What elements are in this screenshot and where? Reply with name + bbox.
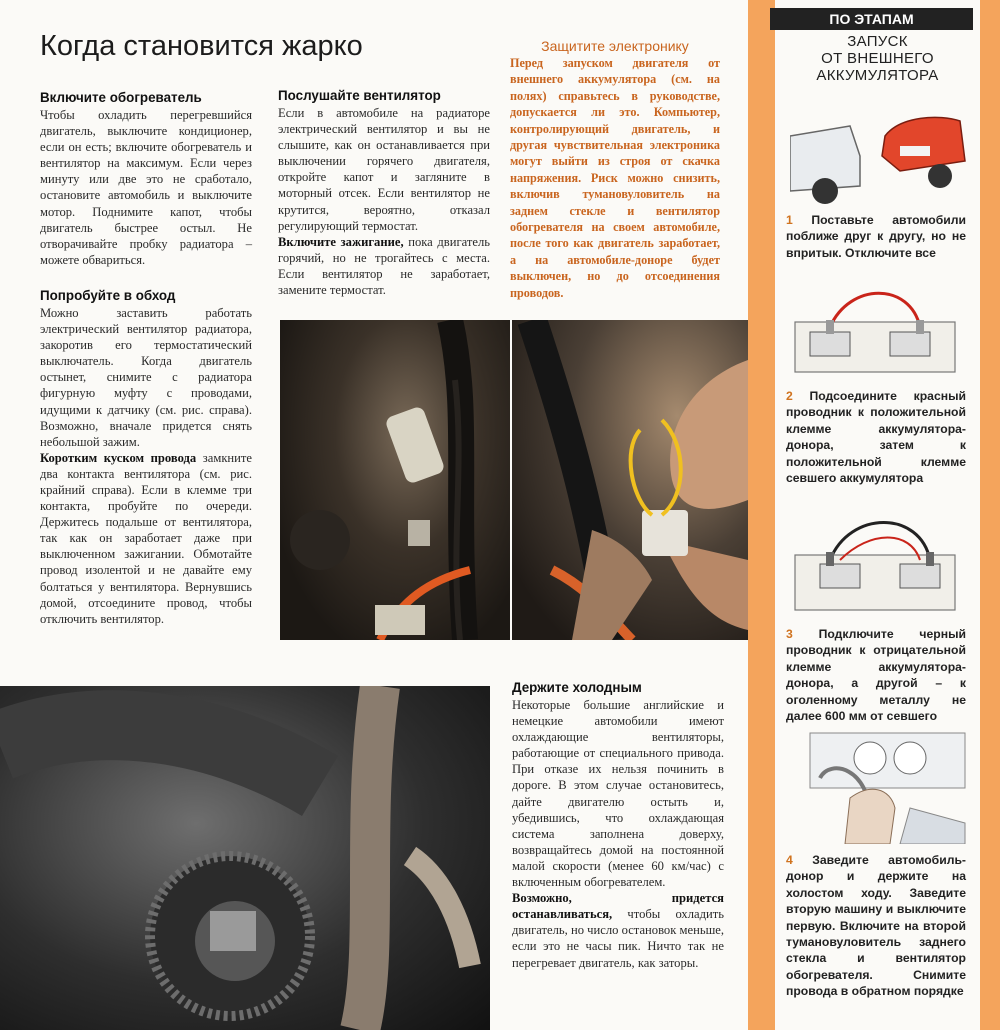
text-short-wire <box>40 450 252 627</box>
sidebar-title-line-3: АККУМУЛЯТОРА <box>816 67 939 84</box>
heading-heater: Включите обогреватель <box>40 90 202 105</box>
photo-fan-connector-drawing <box>280 320 510 640</box>
step-4 <box>786 852 966 1000</box>
heading-electronics: Защитите электронику <box>541 38 689 54</box>
illustration-red-cable <box>790 282 970 382</box>
text-electronics: Перед запуском двигателя от внешнего аккумулятора (см. на полях) справьтесь в руководстве, допускается ли это. Компьютер, контролирующий двигатель, и другая чувствительная электроника могут выйти из строя от скачка напряжения. Риск можно снизить, включив тумановуловитель на заднем стекле и вентилятор обогревателя на своем автомобиле, после того как двигатель заработает, а на автомобиле-доноре будет выключен, но до отсоединения проводов. <box>510 56 720 300</box>
sidebar-title-line-2: ОТ ВНЕШНЕГО <box>821 50 934 67</box>
illustration-cars <box>790 96 970 206</box>
lead-short-wire: Коротким куском провода <box>40 450 197 465</box>
lead-ignition: Включите зажигание, <box>278 234 404 249</box>
text-heater: Чтобы охладить перегревшийся двигатель, выключите кондиционер, если он есть; включите обогреватель и вентилятор на максимум. Если через минуту или две это не сработало, остановите автомобиль и выключите мотор. Поднимите капот, чтобы двигатель быстрее остыл. Не отворачивайте пробку радиатора – можете обвариться. <box>40 108 252 267</box>
illustration-dashboard <box>790 728 970 844</box>
text-ignition-body: пока двигатель горячий, но не трогайтесь с места. Если вентилятор не заработает, замените термостат. <box>278 234 490 298</box>
text-bypass: Можно заставить работать электрический вентилятор радиатора, закоротив его термостатический выключатель. Когда двигатель остынет, снимите с радиатора фигурную муфту с проводами, идущими к датчику (см. рис. справа). Возможно, вначале придется снять небольшой зажим. <box>40 305 252 449</box>
text-keep-cool: Некоторые большие английские и немецкие автомобили имеют охлаждающие вентиляторы, работающие от специального привода. При отказе их нельзя починить в дороге. В этом случае остановитесь, дайте двигателю остыть и, убедившись, что охлаждающая система заполнена доверху, возвращайтесь домой на постоянной малой скорости (менее 60 км/час) с включенным обогревателем. <box>512 698 724 890</box>
column-electronics <box>510 38 720 301</box>
step-3-text: Подключите черный проводник к отрицательной клемме аккумулятора-донора, а другой – к оголенному металлу не далее 600 мм от севшего <box>786 627 966 724</box>
step-1-text: Поставьте автомобили поближе друг к другу, но не впритык. Отключите все <box>786 213 966 260</box>
heading-bypass: Попробуйте в обход <box>40 287 176 303</box>
illustration-black-cable <box>790 500 970 618</box>
text-short-wire-body: замкните два контакта вентилятора (см. рис. крайний справа). Если в клемме три контакта, пробуйте по очереди. Держитесь подальше от вентилятора, так как он заработает даже при выключенном зажигании. Обмотайте провод изолентой и не давайте ему болтаться у вентилятора. Вернувшись домой, отсоедините провод, чтобы отключить вентилятор. <box>40 450 253 626</box>
column-2 <box>278 88 490 298</box>
step-2 <box>786 388 966 486</box>
step-4-number: 4 <box>786 853 793 867</box>
step-by-step-badge: ПО ЭТАПАМ <box>770 8 973 30</box>
heading-listen-fan: Послушайте вентилятор <box>278 88 441 103</box>
photo-viscous-fan <box>0 686 490 1030</box>
photo-wire-bridge-drawing <box>512 320 748 640</box>
text-stops-body: чтобы охладить двигатель, но число остановок меньше, если это не часы пик. Ничто так не перегревает двигатель, как заторы. <box>512 907 724 970</box>
step-2-text: Подсоедините красный проводник к положительной клемме аккумулятора-донора, затем к положительной клемме севшего аккумулятора <box>786 389 966 486</box>
step-2-number: 2 <box>786 389 793 403</box>
lead-stops: Возможно, придется останавливаться, <box>512 891 724 922</box>
sidebar-title-line-1: ЗАПУСК <box>847 33 908 50</box>
step-4-text: Заведите автомобиль-донор и держите на холостом ходу. Заведите вторую машину и выключите первую. Включите на второй тумановуловитель заднего стекла и вентилятор обогревателя. Снимите провода в обратном порядке <box>786 853 966 999</box>
photo-fan-connector <box>280 320 510 640</box>
sidebar-title <box>775 33 980 84</box>
column-4 <box>512 680 724 971</box>
heading-keep-cool: Держите холодным <box>512 680 642 695</box>
page-title: Когда становится жарко <box>40 30 363 62</box>
photo-viscous-fan-drawing <box>0 686 490 1030</box>
step-3-number: 3 <box>786 627 793 641</box>
photo-wire-bridge <box>512 320 748 640</box>
step-3 <box>786 626 966 724</box>
text-listen-fan: Если в автомобиле на радиаторе электрический вентилятор и вы не слышите, как он останавливается при выключении горячего двигателя, откройте капот и загляните в моторный отсек. Если вентилятор не крутится, вероятно, отказал регулирующий термостат. <box>278 106 490 233</box>
column-1 <box>40 90 252 627</box>
text-stops <box>512 890 724 970</box>
text-ignition <box>278 234 490 298</box>
step-1 <box>786 212 966 261</box>
step-1-number: 1 <box>786 213 793 227</box>
